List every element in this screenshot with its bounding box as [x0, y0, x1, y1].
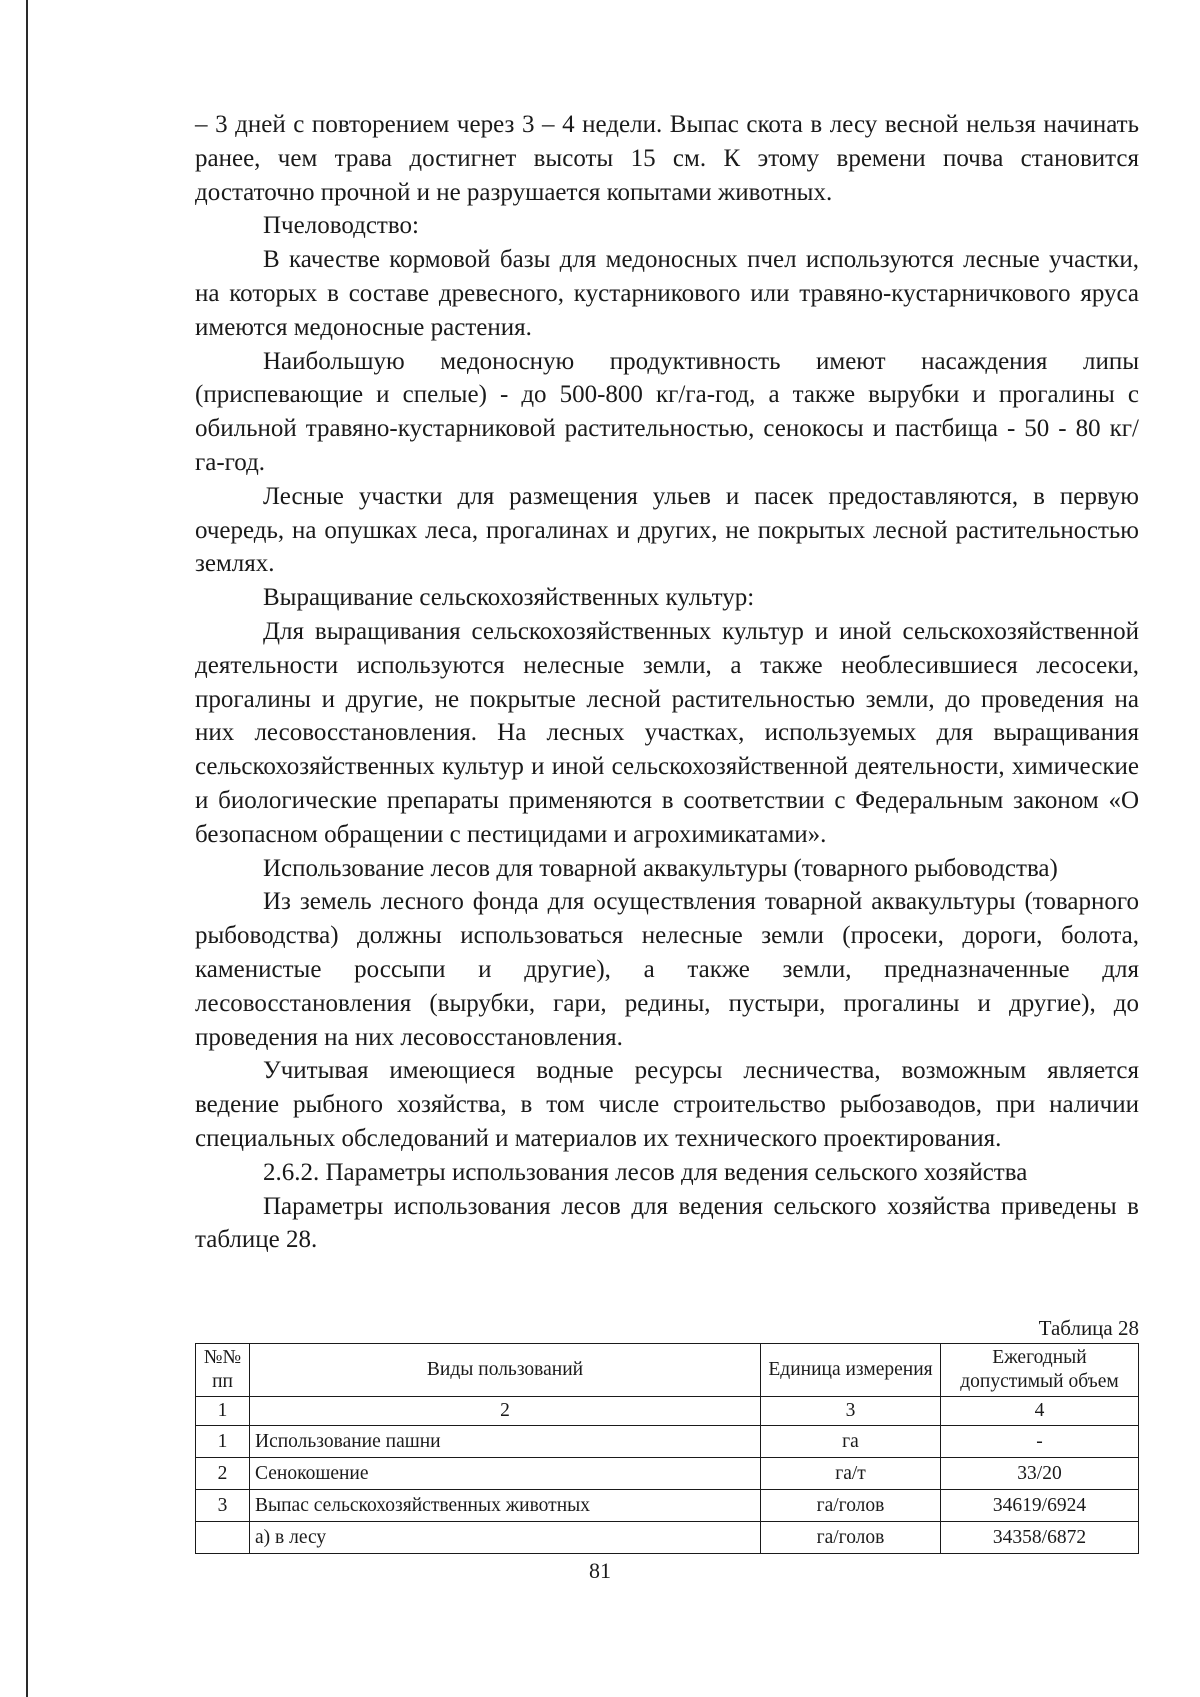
row-unit: га [761, 1426, 941, 1458]
row-volume: 33/20 [941, 1458, 1139, 1490]
header-usage-type: Виды пользований [250, 1344, 761, 1397]
row-volume: 34619/6924 [941, 1490, 1139, 1522]
heading-beekeeping: Пчеловодство: [263, 212, 419, 240]
table-row [196, 1426, 1139, 1458]
table-row [196, 1458, 1139, 1490]
paragraph-aquaculture-lands: Из земель лесного фонда для осуществления товарной аквакультуры (товарного рыбоводства) должны использоваться нелесные земли (просеки, дороги, болота, каменистые россыпи и другие), а также земли, предназначенные для лесовосстановления (вырубки, гари, редины, пустыри, прогалины и другие), до проведения на них лесовосстановления. [195, 888, 1139, 1051]
section-heading-2-6-2: 2.6.2. Параметры использования лесов для ведения сельского хозяйства [263, 1158, 1028, 1186]
paragraph-grazing-end: – 3 дней с повторением через 3 – 4 недели. Выпас скота в лесу весной нельзя начинать ранее, чем трава достигнет высоты 15 см. К этому времени почва становится достаточно прочной и не разрушается копытами животных. [195, 111, 1139, 206]
heading-crop-growing: Выращивание сельскохозяйственных культур: [263, 584, 755, 612]
index-cell: 3 [761, 1397, 941, 1426]
page-number: 81 [589, 1558, 611, 1583]
row-usage-type: Использование пашни [250, 1426, 761, 1458]
row-usage-type: Выпас сельскохозяйственных животных [250, 1490, 761, 1522]
paragraph-honey-productivity: Наибольшую медоносную продуктивность имеют насаждения липы (приспевающие и спелые) - до 500-800 кг/га-год, а также вырубки и прогалины с обильной травяно-кустарниковой растительностью, сенокосы и пастбища - 50 - 80 кг/га-год. [195, 347, 1139, 476]
paragraph-apiary-sites: Лесные участки для размещения ульев и пасек предоставляются, в первую очередь, на опушках леса, прогалинах и других, не покрытых лесной растительностью землях. [195, 482, 1139, 578]
table-28 [195, 1343, 1139, 1554]
row-usage-type: Сенокошение [250, 1458, 761, 1490]
paragraph-bee-forage: В качестве кормовой базы для медоносных пчел используются лесные участки, на которых в составе древесного, кустарникового или травяно-кустарничкового яруса имеются медоносные растения. [195, 246, 1139, 341]
table-row [196, 1490, 1139, 1522]
table-index-row [196, 1397, 1139, 1426]
row-volume: 34358/6872 [941, 1522, 1139, 1554]
table-row [196, 1522, 1139, 1554]
row-number: 3 [196, 1490, 250, 1522]
paragraph-crop-lands: Для выращивания сельскохозяйственных культур и иной сельскохозяйственной деятельности используются нелесные земли, а также необлесившиеся лесосеки, прогалины и другие, не покрытые лесной растительностью земли, до проведения на них лесовосстановления. На лесных участках, используемых для выращивания сельскохозяйственных культур и иной сельскохозяйственной деятельности, химические и биологические препараты применяются в соответствии с Федеральным законом «О безопасном обращении с пестицидами и агрохимикатами». [195, 617, 1139, 848]
document-body [195, 108, 1139, 1257]
row-number [196, 1522, 250, 1554]
row-number: 2 [196, 1458, 250, 1490]
table-header-row [196, 1344, 1139, 1397]
paragraph-table-reference: Параметры использования лесов для ведения сельского хозяйства приведены в таблице 28. [195, 1192, 1139, 1254]
row-usage-type: а) в лесу [250, 1522, 761, 1554]
paragraph-fishery-potential: Учитывая имеющиеся водные ресурсы лесничества, возможным является ведение рыбного хозяйства, в том числе строительство рыбозаводов, при наличии специальных обследований и материалов их технического проектирования. [195, 1057, 1139, 1152]
header-unit: Единица измерения [761, 1344, 941, 1397]
row-number: 1 [196, 1426, 250, 1458]
row-volume: - [941, 1426, 1139, 1458]
index-cell: 4 [941, 1397, 1139, 1426]
heading-aquaculture: Использование лесов для товарной аквакультуры (товарного рыбоводства) [263, 854, 1058, 882]
header-number: №№ пп [196, 1344, 250, 1397]
header-annual-volume: Ежегодный допустимый объем [941, 1344, 1139, 1397]
row-unit: га/голов [761, 1490, 941, 1522]
row-unit: га/голов [761, 1522, 941, 1554]
index-cell: 1 [196, 1397, 250, 1426]
scan-edge-line [26, 0, 28, 1697]
row-unit: га/т [761, 1458, 941, 1490]
index-cell: 2 [250, 1397, 761, 1426]
table-caption: Таблица 28 [1038, 1316, 1139, 1340]
